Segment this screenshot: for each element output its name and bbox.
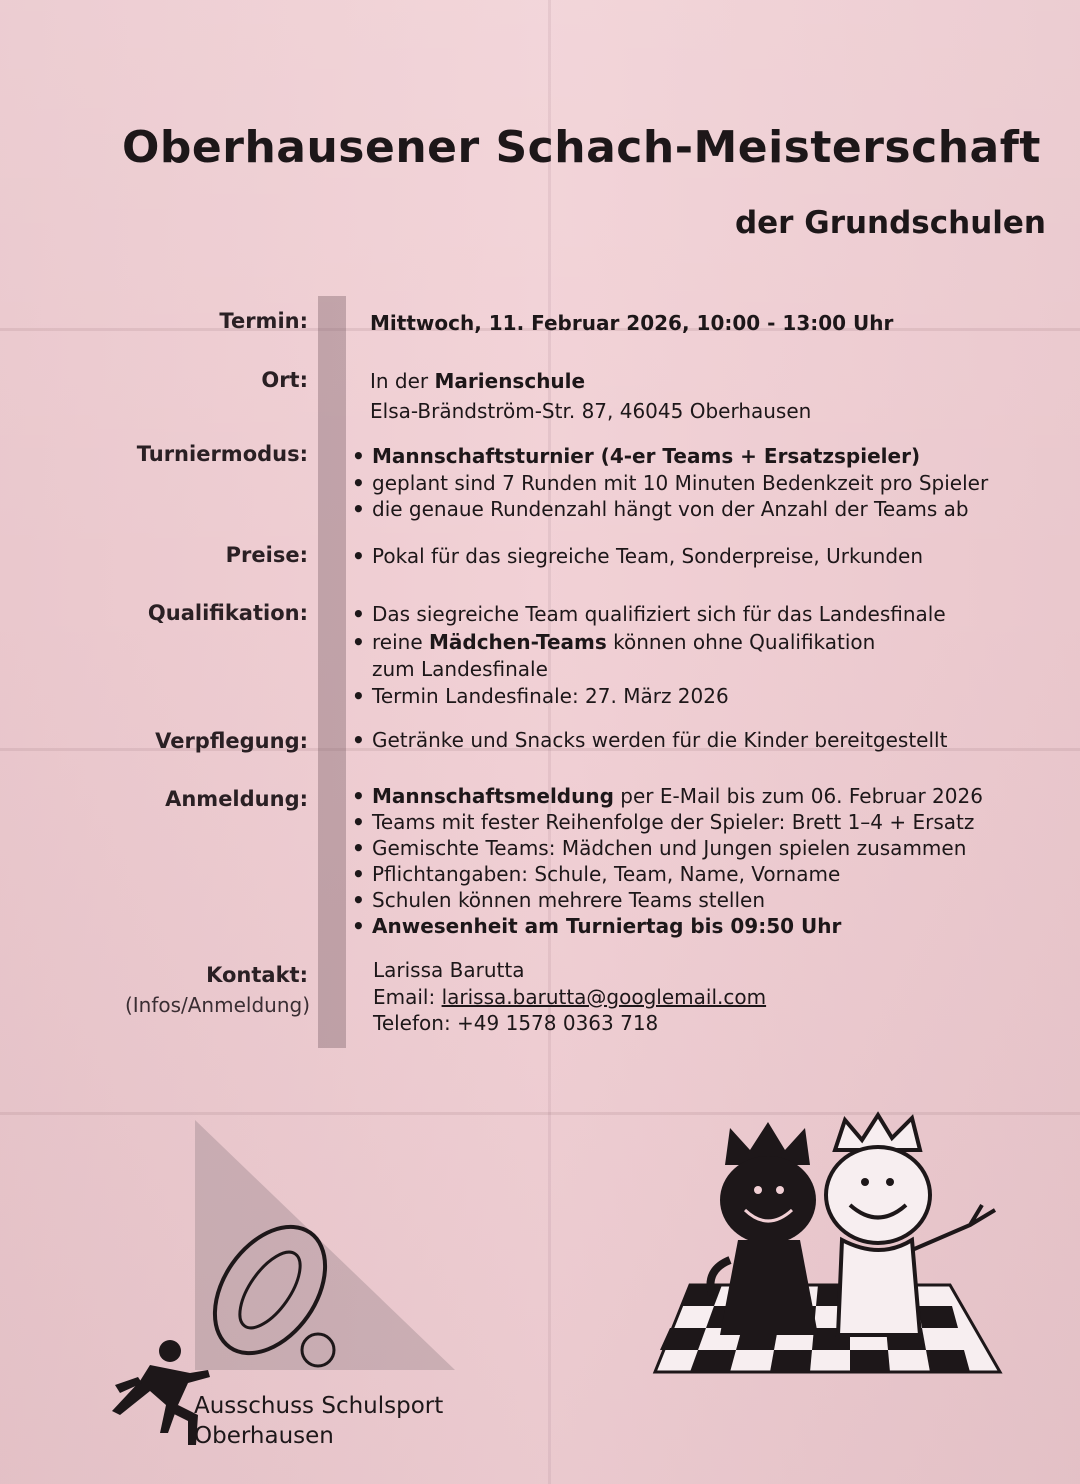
turniermodus-label: Turniermodus: [136,442,308,466]
logo-text-line2: Oberhausen [194,1423,334,1449]
termin-value: Mittwoch, 11. Februar 2026, 10:00 - 13:00 Uhr [370,311,894,335]
black-king-mascot [710,1122,818,1335]
list-item: • reine Mädchen-Teams können ohne Qualifikation [352,629,855,655]
list-item: • Gemischte Teams: Mädchen und Jungen spielen zusammen [352,835,946,861]
qualifikation-label: Qualifikation: [147,601,308,625]
page-title: Oberhausener Schach-Meisterschaft [122,122,1041,173]
email-link[interactable]: larissa.barutta@googlemail.com [441,985,767,1009]
list-item: • Termin Landesfinale: 27. März 2026 [352,683,709,709]
list-item: • die genaue Rundenzahl hängt von der Anzahl der Teams ab [352,496,949,522]
list-item: • Das siegreiche Team qualifiziert sich für das Landesfinale [352,601,926,627]
preise-label: Preise: [225,543,308,567]
contact-phone: Telefon: +49 1578 0363 718 [373,1011,659,1035]
list-item: • Mannschaftsturnier (4-er Teams + Ersatzspieler) [352,443,900,469]
list-item: • Schulen können mehrere Teams stellen [352,887,745,913]
list-item: • Teams mit fester Reihenfolge der Spieler: Brett 1–4 + Ersatz [352,809,954,835]
kontakt-label: Kontakt: [206,963,308,987]
list-item: • Getränke und Snacks werden für die Kinder bereitgestellt [352,727,927,753]
vertical-divider [318,296,346,1048]
logo-text-line1: Ausschuss Schulsport [194,1393,444,1419]
list-item-continuation: zum Landesfinale [372,657,548,681]
termin-label: Termin: [219,309,308,333]
list-item: • Mannschaftsmeldung per E-Mail bis zum 06. Februar 2026 [352,783,963,809]
chess-mascots-illustration [650,1110,1010,1385]
list-item: • geplant sind 7 Runden mit 10 Minuten Bedenkzeit pro Spieler [352,470,968,496]
anmeldung-label: Anmeldung: [165,787,308,811]
ort-line: In der Marienschule [370,369,586,393]
list-item: • Anwesenheit am Turniertag bis 09:50 Uhr [352,913,821,939]
verpflegung-label: Verpflegung: [155,729,308,753]
ort-label: Ort: [261,368,308,392]
kontakt-sublabel: (Infos/Anmeldung) [124,993,310,1017]
list-item: • Pflichtangaben: Schule, Team, Name, Vorname [352,861,820,887]
contact-name: Larissa Barutta [373,958,525,982]
ort-address: Elsa-Brändström-Str. 87, 46045 Oberhausen [370,399,812,423]
school-name: Marienschule [434,369,586,393]
page-subtitle: der Grundschulen [734,205,1046,241]
contact-email-line: Email: larissa.barutta@googlemail.com [373,985,767,1009]
list-item: • Pokal für das siegreiche Team, Sonderpreise, Urkunden [352,543,903,569]
logo-triangle [195,1120,455,1370]
chessboard [655,1285,1000,1372]
white-king-mascot [826,1115,995,1335]
